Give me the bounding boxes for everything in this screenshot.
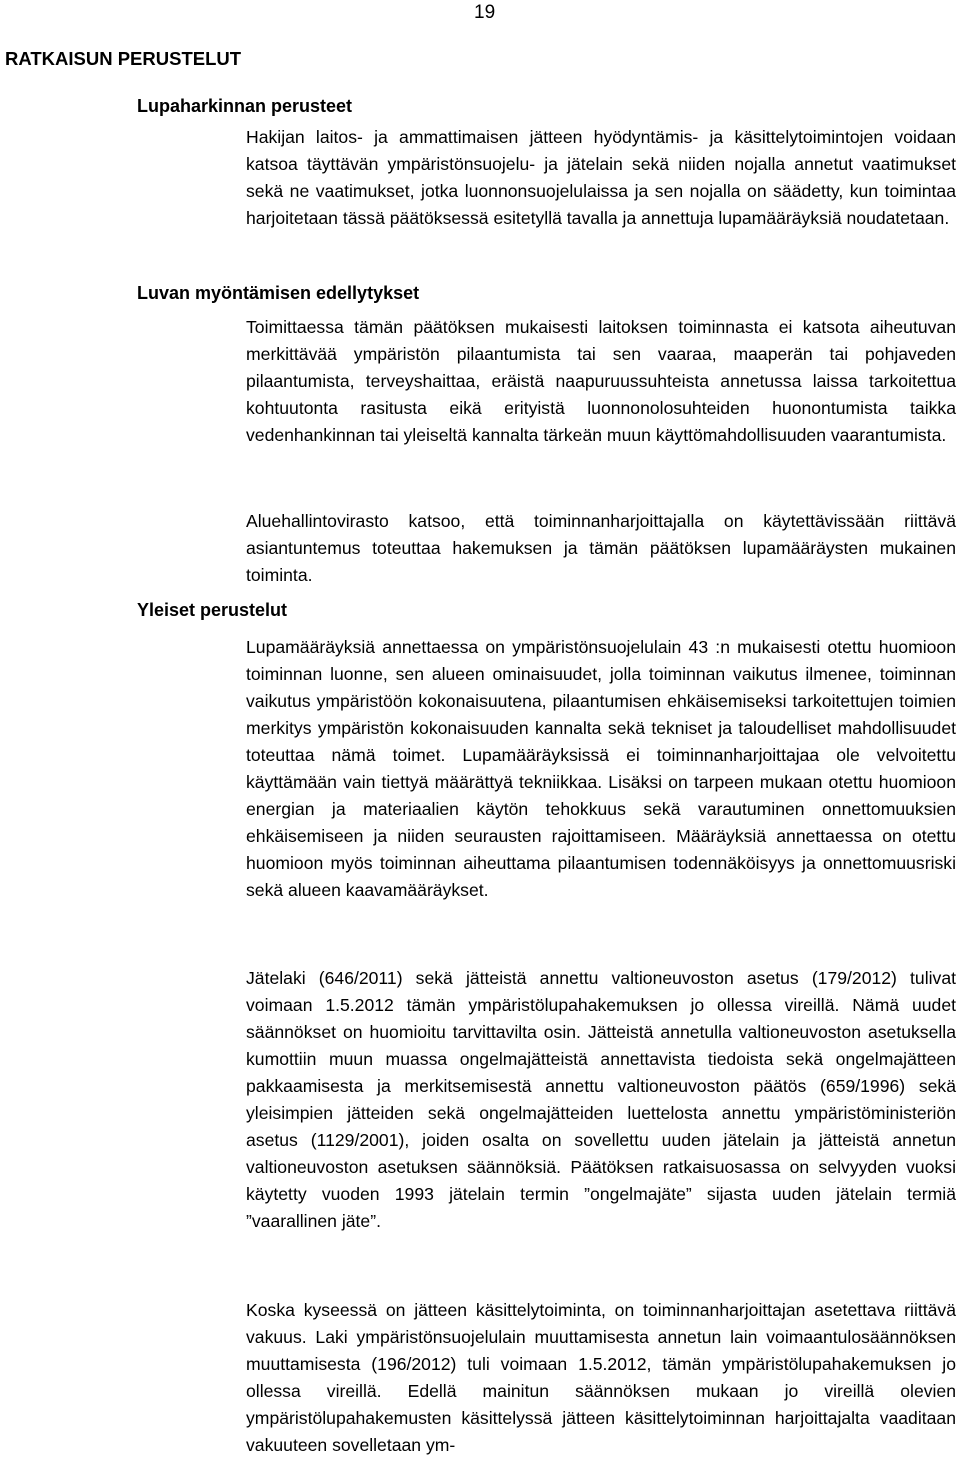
paragraph-yleiset-1: Lupamääräyksiä annettaessa on ympäristönsuojelulain 43 :n mukaisesti otettu huomioon toiminnan luonne, sen alueen ominaisuudet, jolla toiminnan vaikutus ilmenee, toiminnan vaikutus ympäristöön kokonaisuutena, pilaantumisen ehkäisemiseksi tarkoitettujen toimien merkitys ympäristön kokonaisuuden kannalta sekä tekniset ja taloudelliset mahdollisuudet toteuttaa nämä toimet. Lupamääräyksissä ei toiminnanharjoittajaa ole velvoitettu käyttämään vain tiettyä määrättyä tekniikkaa. Lisäksi on tarpeen mukaan otettu huomioon energian ja materiaalien käytön tehokkuus sekä varautuminen onnettomuuksien ehkäisemiseen ja niiden seurausten rajoittamiseen. Määräyksiä annettaessa on otettu huomioon myös toiminnan aiheuttama pilaantumisen todennäköisyys ja onnettomuusriski sekä alueen kaavamääräykset. — [246, 637, 956, 900]
section-heading-edellytykset: Luvan myöntämisen edellytykset — [137, 283, 420, 303]
paragraph-yleiset-2: Jätelaki (646/2011) sekä jätteistä annettu valtioneuvoston asetus (179/2012) tulivat voimaan 1.5.2012 tämän ympäristölupahakemuksen jo ollessa vireillä. Nämä uudet säännökset on huomioitu tarvittavilta osin. Jätteistä annetulla valtioneuvoston asetuksella kumottiin muun muassa ongelmajätteistä annettavista tiedoista sekä ongelmajätteen pakkaamisesta ja merkitsemisestä annettu valtioneuvoston päätös (659/1996) sekä yleisimpien jätteiden sekä ongelmajätteiden luettelosta annettu ympäristöministeriön asetus (1129/2001), joiden osalta on sovellettu uuden jätelain ja jätteistä annetun valtioneuvoston asetuksen säännöksiä. Päätöksen ratkaisuosassa on selvyyden vuoksi käytetty vuoden 1993 jätelain termin ”ongelmajäte” sijasta uuden jätelain termiä ”vaarallinen jäte”. — [246, 968, 956, 1231]
paragraph-lupaharkinta-1: Hakijan laitos- ja ammattimaisen jätteen hyödyntämis- ja käsittelytoimintojen voidaan katsoa täyttävän ympäristönsuojelu- ja jätelain sekä niiden nojalla annetut vaatimukset sekä ne vaatimukset, jotka luonnonsuojelulaissa ja sen nojalla on säädetty, kun toimintaa harjoitetaan tässä päätöksessä esitetyllä tavalla ja annettuja lupamääräyksiä noudatetaan. — [246, 127, 956, 228]
section-heading-yleiset: Yleiset perustelut — [137, 600, 288, 620]
paragraph-edellytykset-1: Toimittaessa tämän päätöksen mukaisesti laitoksen toiminnasta ei katsota aiheutuvan merkittävää ympäristön pilaantumista tai sen vaaraa, maaperän tai pohjaveden pilaantumista, terveyshaittaa, eräistä naapuruussuhteista annetussa laissa tarkoitettua kohtuutonta rasitusta eikä erityistä luonnonolosuhteiden huonontumista taikka vedenhankinnan tai yleiseltä kannalta tärkeän muun käyttömahdollisuuden vaarantumista. — [246, 317, 956, 445]
paragraph-yleiset-3: Koska kyseessä on jätteen käsittelytoiminta, on toiminnanharjoittajan asetettava riittävä vakuus. Laki ympäristönsuojelulain muuttamisesta annetun lain voimaantulosäännöksen muuttamisesta (196/2012) tuli voimaan 1.5.2012, tämän ympäristölupahakemuksen jo ollessa vireillä. Edellä mainitun säännöksen mukaan jo vireillä olevien ympäristölupahakemusten käsittelyssä jätteen käsittelytoiminnan harjoittajalta vaaditaan vakuuteen sovelletaan ym- — [246, 1300, 956, 1455]
section-heading-lupaharkinta: Lupaharkinnan perusteet — [137, 96, 353, 116]
page-number: 19 — [474, 2, 496, 23]
paragraph-edellytykset-2: Aluehallintovirasto katsoo, että toiminnanharjoittajalla on käytettävissään riittävä asiantuntemus toteuttaa hakemuksen ja tämän päätöksen lupamääräysten mukainen toiminta. — [246, 511, 956, 585]
page-title: RATKAISUN PERUSTELUT — [5, 48, 242, 69]
